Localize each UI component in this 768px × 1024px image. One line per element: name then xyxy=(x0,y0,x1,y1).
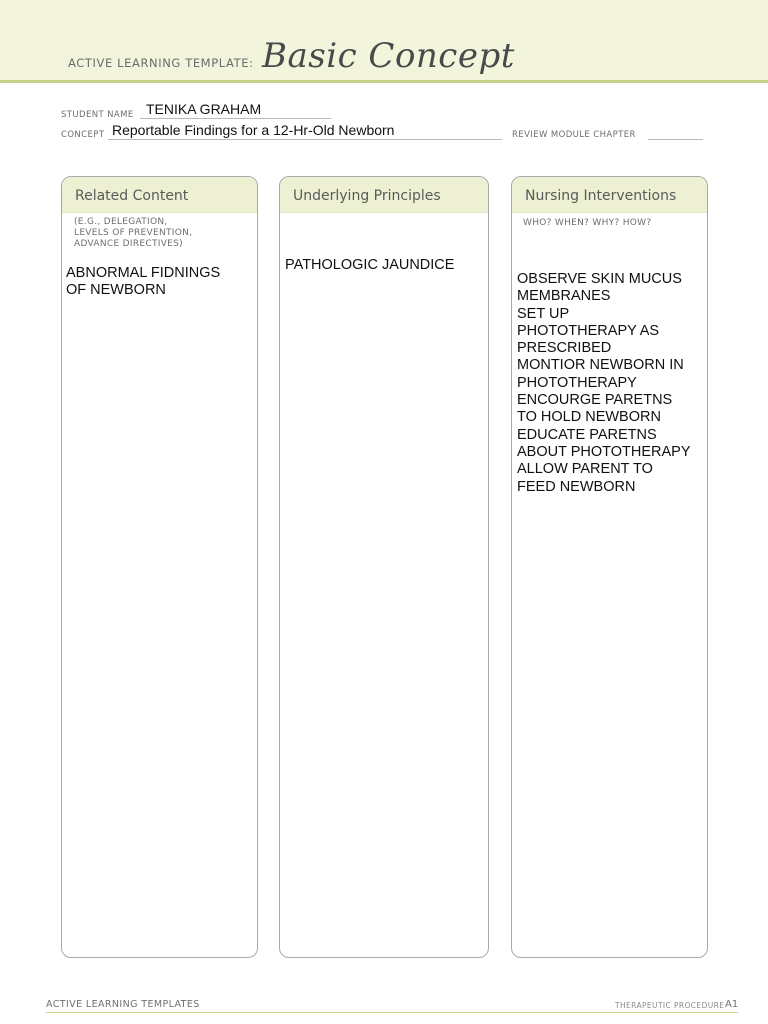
nursing-interventions-heading: Nursing Interventions xyxy=(512,177,707,213)
header-divider xyxy=(0,80,768,83)
footer-right-label: THERAPEUTIC PROCEDURE xyxy=(615,1001,725,1010)
template-label: ACTIVE LEARNING TEMPLATE: xyxy=(68,56,254,70)
footer-divider xyxy=(46,1012,738,1013)
concept-label: CONCEPT xyxy=(61,130,105,140)
concept-underline xyxy=(108,139,502,140)
page-title: Basic Concept xyxy=(262,36,515,76)
underlying-principles-panel xyxy=(279,176,489,958)
nursing-interventions-text[interactable]: OBSERVE SKIN MUCUS MEMBRANES SET UP PHOTOTHERAPY AS PRESCRIBED MONTIOR NEWBORN IN PHOTOTHERAPY ENCOURGE PARETNS TO HOLD NEWBORN EDUCATE PARETNS ABOUT PHOTOTHERAPY ALLOW PARENT TO FEED NEWBORN xyxy=(517,271,691,495)
underlying-principles-text[interactable]: PATHOLOGIC JAUNDICE xyxy=(285,257,455,273)
review-module-label: REVIEW MODULE CHAPTER xyxy=(512,130,636,140)
student-name-underline xyxy=(140,118,331,119)
review-module-underline xyxy=(648,139,703,140)
related-content-panel xyxy=(61,176,258,958)
footer-left-label: ACTIVE LEARNING TEMPLATES xyxy=(46,999,200,1010)
concept-field[interactable]: Reportable Findings for a 12-Hr-Old Newborn xyxy=(112,122,395,138)
underlying-principles-heading: Underlying Principles xyxy=(280,177,488,213)
nursing-interventions-hint: WHO? WHEN? WHY? HOW? xyxy=(523,218,652,228)
related-content-text[interactable]: ABNORMAL FIDNINGS OF NEWBORN xyxy=(66,265,221,299)
related-content-heading: Related Content xyxy=(62,177,257,213)
related-content-hint: (E.G., DELEGATION, LEVELS OF PREVENTION, ADVANCE DIRECTIVES) xyxy=(74,217,193,249)
student-name-field[interactable]: TENIKA GRAHAM xyxy=(146,101,262,117)
student-name-label: STUDENT NAME xyxy=(61,110,134,120)
footer-page-number: A1 xyxy=(725,999,739,1010)
nursing-interventions-panel xyxy=(511,176,708,958)
